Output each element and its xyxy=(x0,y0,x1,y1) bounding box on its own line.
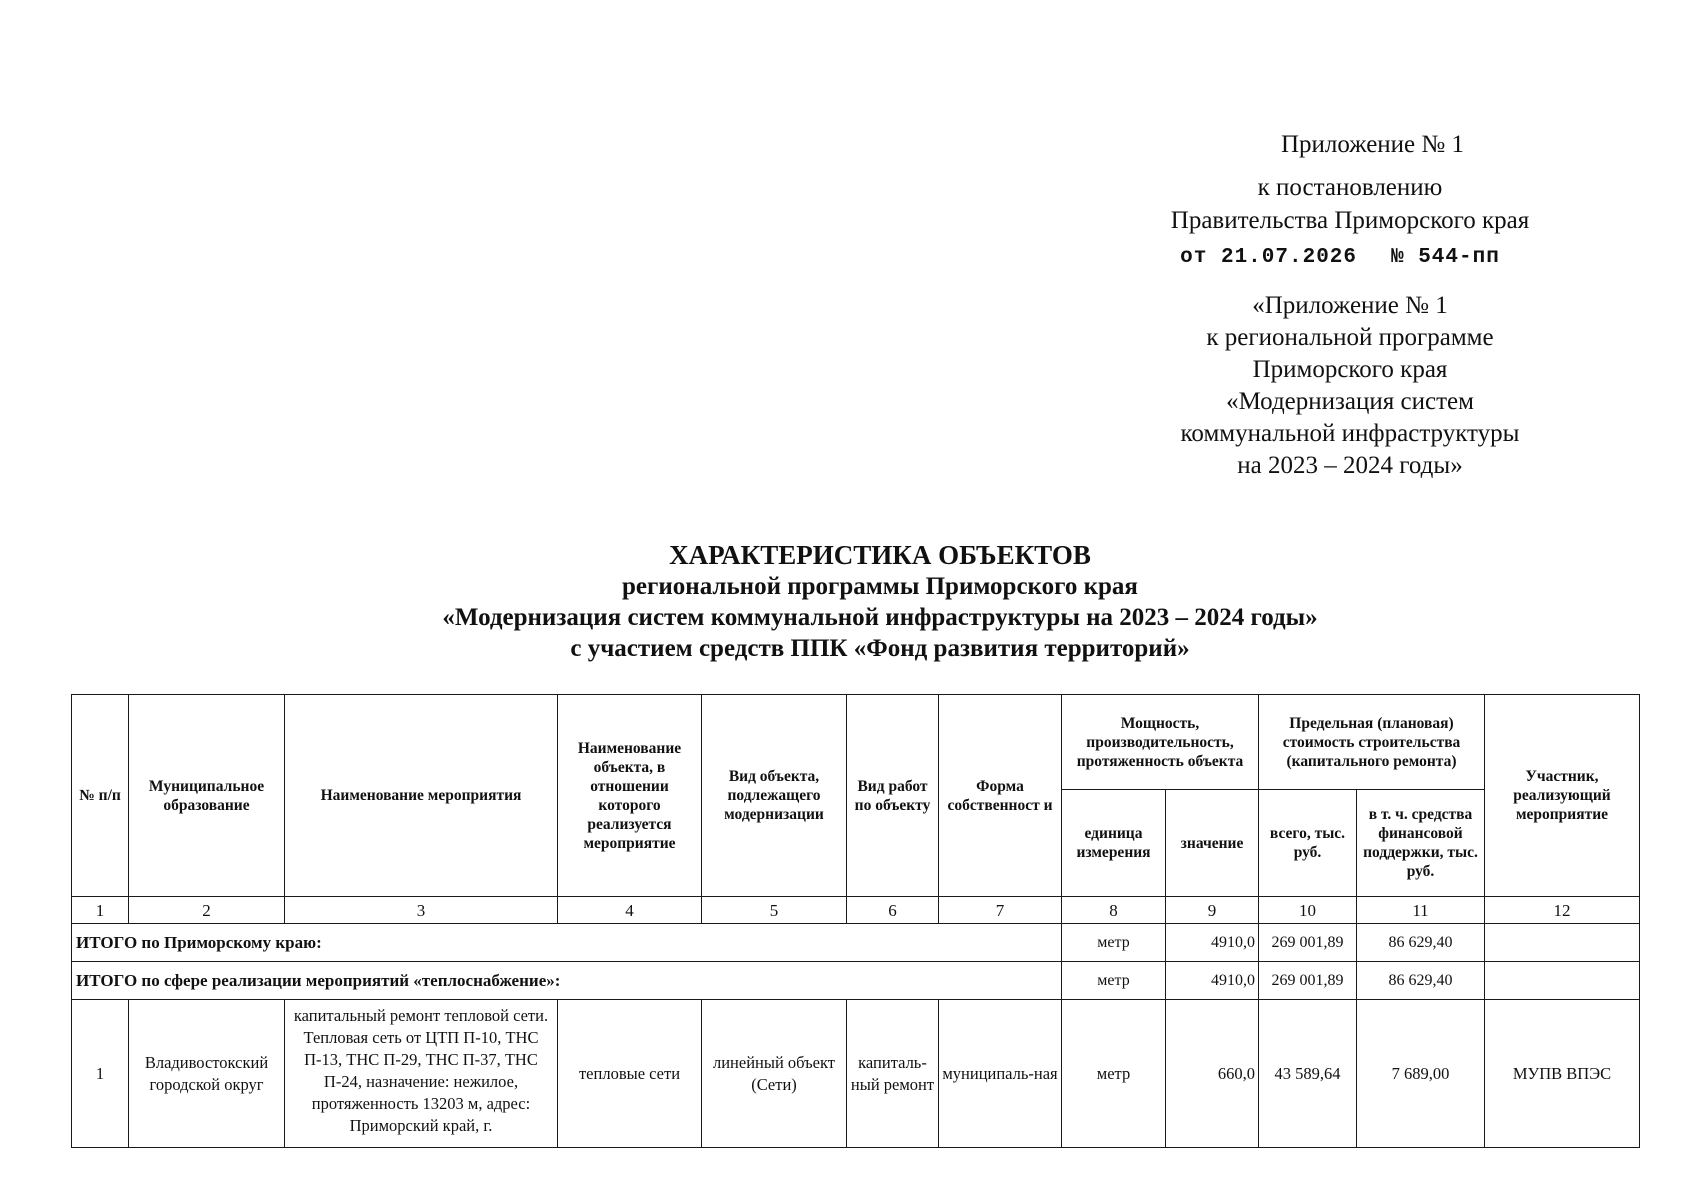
header-value: значение xyxy=(1166,790,1259,897)
appendix-date-line xyxy=(1115,241,1565,274)
appendix-number: № 544-пп xyxy=(1391,246,1500,269)
document-title-line-2: региональной программы Приморского края xyxy=(622,573,1138,600)
row-cost-total: 43 589,64 xyxy=(1259,1000,1357,1148)
document-title-line-4: с участием средств ППК «Фонд развития территорий» xyxy=(570,635,1190,662)
column-number: 7 xyxy=(939,897,1062,924)
header-object-type: Вид объекта, подлежащего модернизации xyxy=(702,695,847,897)
column-number: 6 xyxy=(847,897,939,924)
appendix-date: от 21.07.2026 xyxy=(1180,246,1357,269)
row-object-name: тепловые сети xyxy=(558,1000,702,1148)
row-work-type: капиталь-ный ремонт xyxy=(847,1000,939,1148)
document-title-line-3: «Модернизация систем коммунальной инфраструктуры на 2023 – 2024 годы» xyxy=(442,604,1318,631)
total-heat-label: ИТОГО по сфере реализации мероприятий «теплоснабжение»: xyxy=(72,962,1062,1000)
program-ref-line-2: к региональной программе xyxy=(1206,324,1494,351)
header-work-type: Вид работ по объекту xyxy=(847,695,939,897)
total-heat-cost-total: 269 001,89 xyxy=(1259,962,1357,1000)
total-region-value: 4910,0 xyxy=(1166,924,1259,962)
column-number: 12 xyxy=(1485,897,1640,924)
document-title xyxy=(330,540,1430,664)
column-number: 2 xyxy=(129,897,285,924)
program-reference xyxy=(1115,290,1585,482)
program-ref-line-1: «Приложение № 1 xyxy=(1252,292,1448,319)
header-cost: Предельная (плановая) стоимость строительства (капитального ремонта) xyxy=(1259,695,1485,790)
total-heat-participant xyxy=(1485,962,1640,1000)
column-number: 9 xyxy=(1166,897,1259,924)
header-event: Наименование мероприятия xyxy=(285,695,558,897)
total-heat-unit: метр xyxy=(1062,962,1166,1000)
header-cost-total: всего, тыс. руб. xyxy=(1259,790,1357,897)
column-number-row xyxy=(72,897,1640,924)
objects-table xyxy=(71,694,1640,1148)
row-num: 1 xyxy=(72,1000,129,1148)
row-event: капитальный ремонт тепловой сети. Тепловая сеть от ЦТП П-10, ТНС П-13, ТНС П-29, ТНС П-37, ТНС П-24, назначение: нежилое, протяженность 13203 м, адрес: Приморский край, г. xyxy=(285,1000,558,1148)
program-ref-line-6: на 2023 – 2024 годы» xyxy=(1237,452,1463,479)
header-participant: Участник, реализующий мероприятие xyxy=(1485,695,1640,897)
table-row xyxy=(72,1000,1640,1148)
program-ref-line-4: «Модернизация систем xyxy=(1226,388,1474,415)
column-number: 11 xyxy=(1357,897,1485,924)
column-number: 4 xyxy=(558,897,702,924)
appendix-header xyxy=(1115,128,1585,482)
appendix-line-2: Правительства Приморского края xyxy=(1170,207,1530,234)
total-region-row xyxy=(72,924,1640,962)
total-region-unit: метр xyxy=(1062,924,1166,962)
header-row-1 xyxy=(72,695,1640,790)
document-title-line-1: ХАРАКТЕРИСТИКА ОБЪЕКТОВ xyxy=(669,540,1091,570)
row-value: 660,0 xyxy=(1166,1000,1259,1148)
header-municipality: Муниципальное образование xyxy=(129,695,285,897)
column-number: 8 xyxy=(1062,897,1166,924)
row-object-type: линейный объект (Сети) xyxy=(702,1000,847,1148)
row-unit: метр xyxy=(1062,1000,1166,1148)
header-ownership: Форма собственност и xyxy=(939,695,1062,897)
header-capacity: Мощность, производительность, протяженность объекта xyxy=(1062,695,1259,790)
column-number: 1 xyxy=(72,897,129,924)
total-heat-value: 4910,0 xyxy=(1166,962,1259,1000)
column-number: 5 xyxy=(702,897,847,924)
header-unit: единица измерения xyxy=(1062,790,1166,897)
header-cost-support: в т. ч. средства финансовой поддержки, тыс. руб. xyxy=(1357,790,1485,897)
total-region-participant xyxy=(1485,924,1640,962)
total-heat-cost-support: 86 629,40 xyxy=(1357,962,1485,1000)
total-region-cost-support: 86 629,40 xyxy=(1357,924,1485,962)
column-number: 3 xyxy=(285,897,558,924)
row-municipality: Владивостокский городской округ xyxy=(129,1000,285,1148)
column-number: 10 xyxy=(1259,897,1357,924)
appendix-title: Приложение № 1 xyxy=(1280,131,1465,158)
row-cost-support: 7 689,00 xyxy=(1357,1000,1485,1148)
row-participant: МУПВ ВПЭС xyxy=(1485,1000,1640,1148)
appendix-line-1: к постановлению xyxy=(1257,174,1443,201)
total-region-cost-total: 269 001,89 xyxy=(1259,924,1357,962)
program-ref-line-3: Приморского края xyxy=(1252,356,1448,383)
header-object-name: Наименование объекта, в отношении которого реализуется мероприятие xyxy=(558,695,702,897)
row-ownership: муниципаль-ная xyxy=(939,1000,1062,1148)
header-num: № п/п xyxy=(72,695,129,897)
program-ref-line-5: коммунальной инфраструктуры xyxy=(1180,420,1520,447)
total-region-label: ИТОГО по Приморскому краю: xyxy=(72,924,1062,962)
total-heat-row xyxy=(72,962,1640,1000)
